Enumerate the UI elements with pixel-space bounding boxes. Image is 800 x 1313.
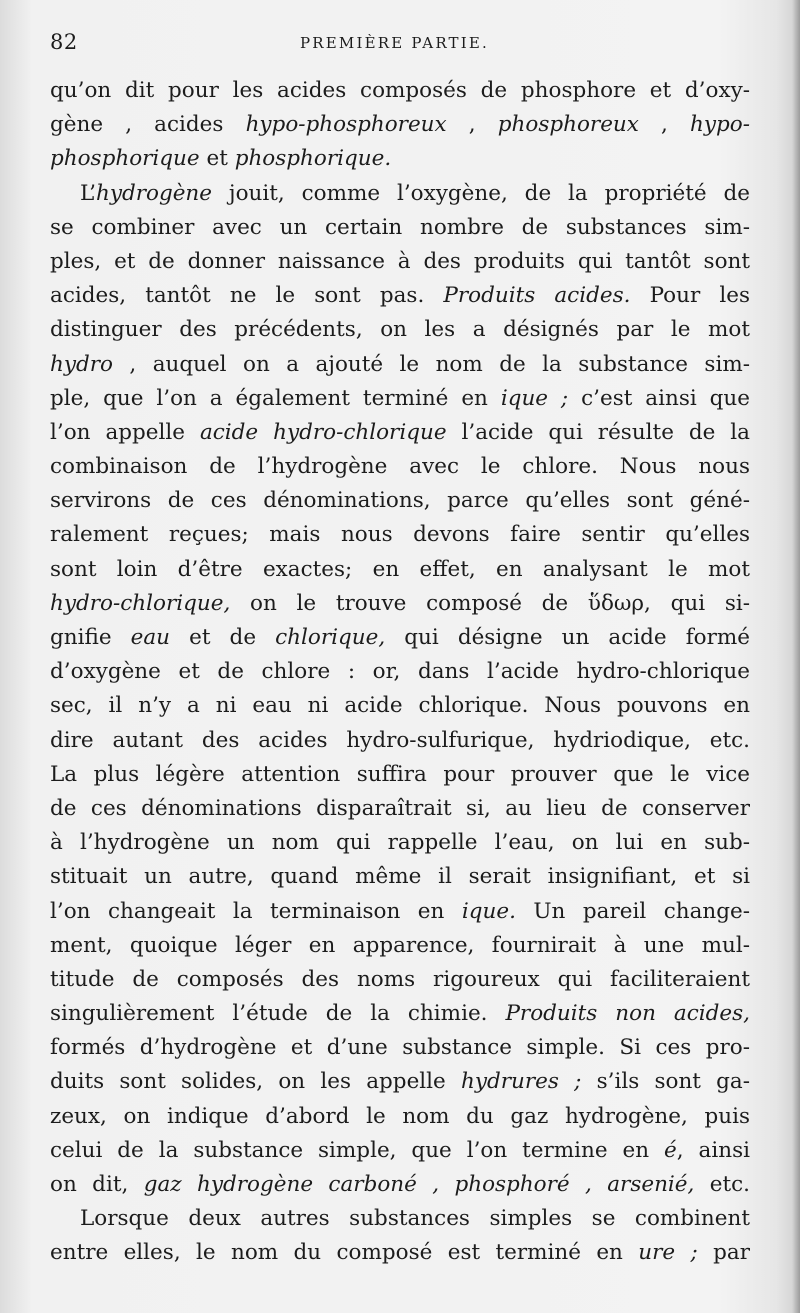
text-run: c’est ainsi que xyxy=(568,385,750,411)
text-run: duits sont solides, on les appelle xyxy=(50,1069,461,1095)
text-run: ple, que l’on a également terminé en xyxy=(50,385,501,411)
text-run: acides, tantôt ne le sont pas. xyxy=(50,283,444,309)
text-line xyxy=(50,689,750,723)
text-run: se combiner avec un certain nombre de substances sim- xyxy=(50,214,750,240)
running-head xyxy=(50,30,750,66)
text-line xyxy=(50,484,750,518)
text-line xyxy=(50,1134,750,1168)
text-run: celui de la substance simple, que l’on termine en xyxy=(50,1137,665,1163)
text-run: sec, il n’y a ni eau ni acide chlorique. Nous pouvons en xyxy=(50,693,750,719)
text-run: d’oxygène et de chlore : or, dans l’acide hydro-chlorique xyxy=(50,659,750,685)
text-line xyxy=(50,929,750,963)
text-line xyxy=(50,518,750,552)
text-run: stituait un autre, quand même il serait insignifiant, et si xyxy=(50,864,750,890)
text-line xyxy=(50,1031,750,1065)
text-run: gnifie xyxy=(50,625,131,650)
text-line xyxy=(50,758,750,792)
text-line xyxy=(50,963,750,997)
text-run: s’ils sont ga- xyxy=(581,1069,750,1095)
italic-text: hydrures ; xyxy=(461,1069,582,1095)
italic-text: chlorique, xyxy=(275,625,386,650)
text-run: Pour les xyxy=(630,283,750,309)
text-line xyxy=(50,416,750,450)
text-run: zeux, on indique d’abord le nom du gaz hydrogène, puis xyxy=(50,1103,750,1129)
italic-text: hydro-chlorique, xyxy=(50,590,231,616)
text-run: et de xyxy=(170,625,276,650)
italic-text: Produits non acides, xyxy=(505,1001,750,1027)
italic-text: hydro xyxy=(50,351,113,377)
text-line xyxy=(50,655,750,689)
text-run: etc. xyxy=(694,1172,750,1197)
text-line xyxy=(50,245,750,279)
page-number: 82 xyxy=(50,30,78,54)
text-line xyxy=(50,348,750,382)
text-line xyxy=(50,142,750,176)
text-run: l’on appelle xyxy=(50,419,200,445)
text-run: l’on changeait la terminaison en xyxy=(50,898,462,924)
text-run: titude de composés des noms rigoureux qui faciliteraient xyxy=(50,966,750,992)
text-line xyxy=(50,211,750,245)
text-line xyxy=(50,313,750,347)
text-line xyxy=(50,997,750,1031)
text-run: gène , acides xyxy=(50,112,246,138)
text-run: on le trouve composé de ὕδωρ, qui si- xyxy=(230,590,750,616)
italic-text: é xyxy=(664,1137,677,1163)
text-run: on dit, xyxy=(50,1172,144,1197)
text-run: ples, et de donner naissance à des produits qui tantôt sont xyxy=(50,248,750,274)
text-run: qui désigne un acide formé xyxy=(385,625,750,650)
text-line xyxy=(50,108,750,142)
italic-text: hypo- xyxy=(690,112,750,138)
text-line xyxy=(50,792,750,826)
text-line xyxy=(50,724,750,758)
italic-text: Produits acides. xyxy=(443,283,631,309)
italic-text: gaz hydrogène carboné , phosphoré , arsenié, xyxy=(143,1172,695,1197)
text-run: ralement reçues; mais nous devons faire sentir qu’elles xyxy=(50,522,750,548)
text-line xyxy=(50,587,750,621)
text-run: l’acide qui résulte de la xyxy=(446,419,750,445)
text-line xyxy=(50,177,750,211)
text-run: , auquel on a ajouté le nom de la substance sim- xyxy=(112,351,750,377)
text-run: et xyxy=(199,146,235,172)
text-run: formés d’hydrogène et d’une substance simple. Si ces pro- xyxy=(50,1035,750,1061)
text-run: ment, quoique léger en apparence, fournirait à une mul- xyxy=(50,932,750,958)
text-run: Un pareil change- xyxy=(515,898,750,924)
text-run: singulièrement l’étude de la chimie. xyxy=(50,1001,506,1027)
text-line xyxy=(50,382,750,416)
text-run: de ces dénominations disparaîtrait si, au lieu de conserver xyxy=(50,795,750,821)
italic-text: ique ; xyxy=(500,385,569,411)
text-line xyxy=(50,895,750,929)
text-run: distinguer des précédents, on les a désignés par le mot xyxy=(50,317,750,343)
italic-text: ique. xyxy=(461,898,516,924)
text-line xyxy=(50,553,750,587)
text-run: Lorsque deux autres substances simples se combinent xyxy=(80,1206,750,1232)
text-run: à l’hydrogène un nom qui rappelle l’eau, on lui en sub- xyxy=(50,830,750,856)
italic-text: phosphorique. xyxy=(234,146,392,172)
text-run: servirons de ces dénominations, parce qu’elles sont géné- xyxy=(50,488,750,514)
text-run: sont loin d’être exactes; en effet, en analysant le mot xyxy=(50,556,750,582)
text-line xyxy=(50,1168,750,1202)
text-run: par xyxy=(697,1240,750,1266)
text-run: jouit, comme l’oxygène, de la propriété de xyxy=(212,180,750,206)
text-line xyxy=(50,1236,750,1270)
text-run: , ainsi xyxy=(676,1137,750,1163)
text-line xyxy=(50,74,750,108)
italic-text: eau xyxy=(130,625,171,650)
italic-text: ure ; xyxy=(638,1240,698,1266)
text-line xyxy=(50,1100,750,1134)
text-line xyxy=(50,621,750,655)
italic-text: acide hydro-chlorique xyxy=(199,419,447,445)
body-text xyxy=(50,74,750,1271)
italic-text: phosphoreux xyxy=(497,112,639,138)
text-line xyxy=(50,826,750,860)
italic-text: hydrogène xyxy=(95,180,213,206)
text-run: dire autant des acides hydro-sulfurique, hydriodique, etc. xyxy=(50,727,750,753)
scan-edge-shadow xyxy=(792,0,800,1313)
text-line xyxy=(50,279,750,313)
text-run: combinaison de l’hydrogène avec le chlore. Nous nous xyxy=(50,454,750,480)
text-run: , xyxy=(638,112,691,138)
text-run: L’ xyxy=(80,180,96,206)
text-line xyxy=(50,1202,750,1236)
text-run: qu’on dit pour les acides composés de phosphore et d’oxy- xyxy=(50,78,750,103)
italic-text: phosphorique xyxy=(50,146,200,172)
text-line xyxy=(50,450,750,484)
text-line xyxy=(50,860,750,894)
text-run: La plus légère attention suffira pour prouver que le vice xyxy=(50,761,750,787)
text-run: , xyxy=(446,112,498,138)
running-title: PREMIÈRE PARTIE. xyxy=(300,34,490,52)
text-line xyxy=(50,1065,750,1099)
italic-text: hypo-phosphoreux xyxy=(245,112,447,138)
text-run: entre elles, le nom du composé est terminé en xyxy=(50,1240,639,1266)
